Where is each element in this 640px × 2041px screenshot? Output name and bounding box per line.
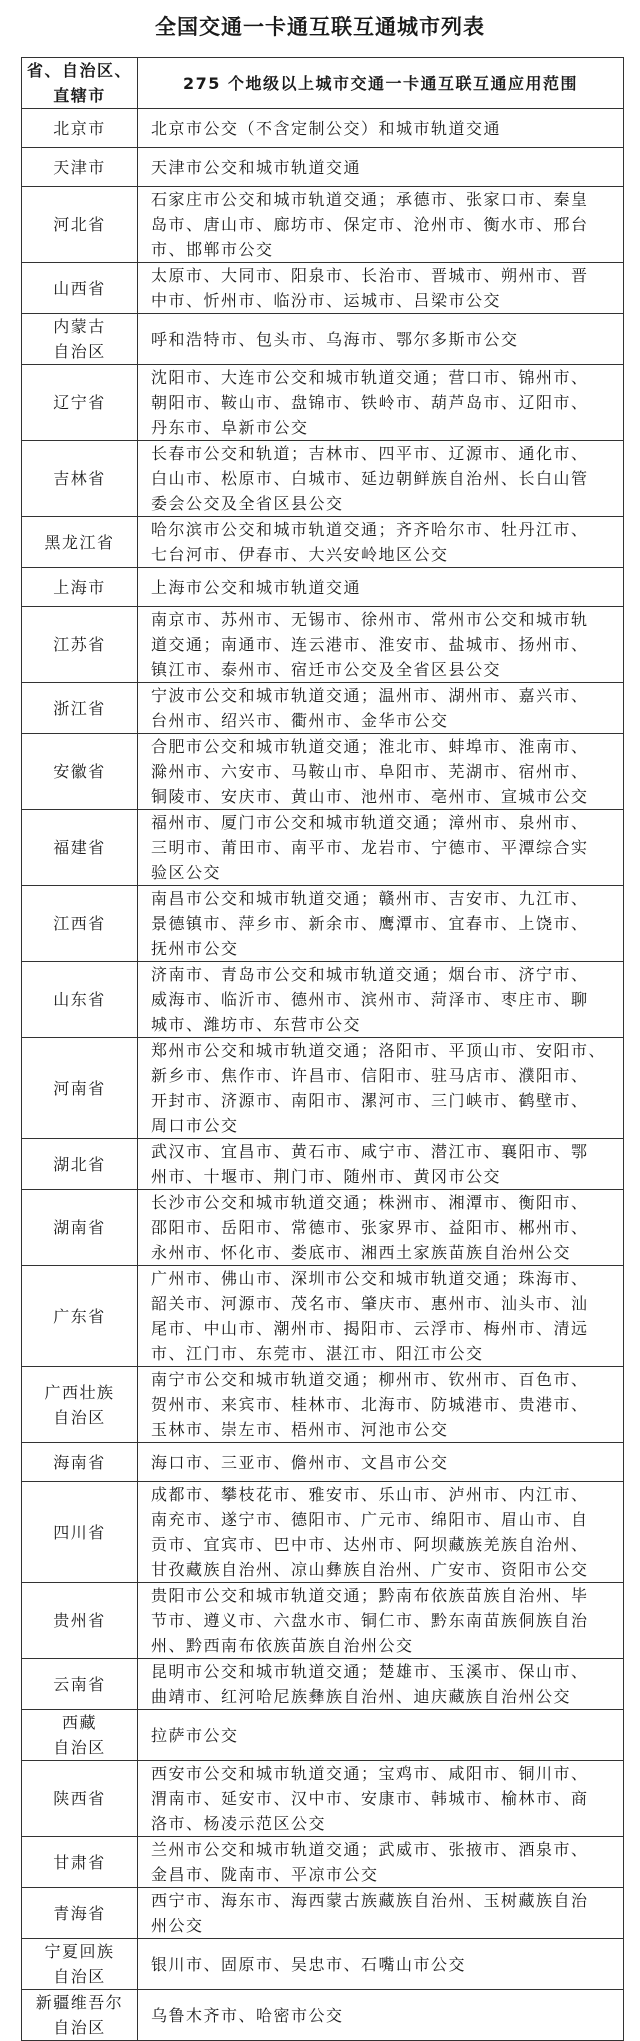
table-row (22, 187, 624, 263)
scope-text-line: 验区公交 (151, 863, 222, 882)
province-cell (22, 568, 138, 607)
scope-text-line: 北京市公交（不含定制公交）和城市轨道交通 (151, 118, 502, 138)
scope-text-line: 济南市、青岛市公交和城市轨道交通；烟台市、济宁市、 (151, 965, 589, 984)
scope-cell (138, 568, 624, 607)
scope-cell (138, 683, 624, 734)
table-row (22, 1482, 624, 1583)
table-row (22, 1939, 624, 1990)
province-name: 浙江省 (53, 698, 106, 718)
scope-cell (138, 1939, 624, 1990)
table-row (22, 810, 624, 886)
scope-text-line: 上海市公交和城市轨道交通 (151, 577, 362, 597)
scope-text-line: 铜陵市、安庆市、黄山市、池州市、亳州市、宣城市公交 (151, 787, 589, 806)
header-scope: 275 个地级以上城市交通一卡通互联互通应用范围 (138, 58, 624, 109)
scope-cell (138, 1710, 624, 1761)
scope-cell (138, 886, 624, 962)
table-row (22, 1888, 624, 1939)
province-cell (22, 365, 138, 441)
province-cell (22, 441, 138, 517)
scope-text-line: 西宁市、海东市、海西蒙古族藏族自治州、玉树藏族自治 (151, 1891, 589, 1910)
province-cell (22, 109, 138, 148)
scope-text-line: 市、邯郸市公交 (151, 240, 274, 259)
table-row (22, 148, 624, 187)
scope-text-line: 南充市、遂宁市、德阳市、广元市、绵阳市、眉山市、自 (151, 1510, 589, 1529)
province-cell (22, 734, 138, 810)
scope-cell (138, 1659, 624, 1710)
scope-text-line: 南宁市公交和城市轨道交通；柳州市、钦州市、百色市、 (151, 1370, 589, 1389)
scope-cell (138, 517, 624, 568)
province-cell (22, 187, 138, 263)
province-cell (22, 1367, 138, 1443)
scope-text-line: 南京市、苏州市、无锡市、徐州市、常州市公交和城市轨 (151, 610, 589, 629)
province-cell (22, 683, 138, 734)
scope-cell (138, 1583, 624, 1659)
province-cell (22, 1761, 138, 1837)
province-cell (22, 148, 138, 187)
scope-cell (138, 1190, 624, 1266)
province-name: 自治区 (53, 1967, 106, 1986)
scope-text-line: 金昌市、陇南市、平凉市公交 (151, 1865, 379, 1884)
scope-text-line: 开封市、济源市、南阳市、漯河市、三门峡市、鹤壁市、 (151, 1091, 589, 1110)
scope-text-line: 曲靖市、红河哈尼族彝族自治州、迪庆藏族自治州公交 (151, 1687, 572, 1706)
scope-text-line: 市、江门市、东莞市、湛江市、阳江市公交 (151, 1344, 484, 1363)
table-row (22, 607, 624, 683)
scope-text-line: 新乡市、焦作市、许昌市、信阳市、驻马店市、濮阳市、 (151, 1066, 589, 1085)
scope-text-line: 广州市、佛山市、深圳市公交和城市轨道交通；珠海市、 (151, 1269, 589, 1288)
scope-text-line: 抚州市公交 (151, 939, 239, 958)
scope-text-line: 节市、遵义市、六盘水市、铜仁市、黔东南苗族侗族自治 (151, 1611, 589, 1630)
scope-text-line: 兰州市公交和城市轨道交通；武威市、张掖市、酒泉市、 (151, 1840, 589, 1859)
scope-text-line: 岛市、唐山市、廊坊市、保定市、沧州市、衡水市、邢台 (151, 215, 589, 234)
province-name: 四川省 (53, 1522, 106, 1542)
province-name: 江苏省 (53, 635, 106, 654)
table-row (22, 1139, 624, 1190)
table-row (22, 886, 624, 962)
province-name: 湖北省 (53, 1154, 106, 1174)
province-name: 上海市 (53, 577, 106, 597)
province-cell (22, 962, 138, 1038)
scope-cell (138, 1367, 624, 1443)
scope-text-line: 合肥市公交和城市轨道交通；淮北市、蚌埠市、淮南市、 (151, 737, 589, 756)
scope-text-line: 韶关市、河源市、茂名市、肇庆市、惠州市、汕头市、汕 (151, 1294, 589, 1313)
province-cell (22, 886, 138, 962)
table-row (22, 568, 624, 607)
province-cell (22, 1139, 138, 1190)
scope-text-line: 州、黔西南布依族苗族自治州公交 (151, 1636, 414, 1655)
table-row (22, 962, 624, 1038)
scope-cell (138, 962, 624, 1038)
scope-text-line: 景德镇市、萍乡市、新余市、鹰潭市、宜春市、上饶市、 (151, 914, 589, 933)
scope-text-line: 宁波市公交和城市轨道交通；温州市、湖州市、嘉兴市、 (151, 686, 589, 705)
table-row (22, 1367, 624, 1443)
province-cell (22, 1659, 138, 1710)
scope-cell (138, 1761, 624, 1837)
province-cell (22, 1443, 138, 1482)
province-cell (22, 1038, 138, 1139)
scope-text-line: 周口市公交 (151, 1116, 239, 1135)
scope-cell (138, 1443, 624, 1482)
scope-cell (138, 1888, 624, 1939)
province-cell (22, 1990, 138, 2041)
scope-cell (138, 187, 624, 263)
scope-text-line: 西安市公交和城市轨道交通；宝鸡市、咸阳市、铜川市、 (151, 1764, 589, 1783)
scope-text-line: 南昌市公交和城市轨道交通；赣州市、吉安市、九江市、 (151, 889, 589, 908)
province-name: 甘肃省 (53, 1852, 106, 1872)
province-name: 河南省 (53, 1078, 106, 1098)
table-row (22, 1583, 624, 1659)
scope-text-line: 七台河市、伊春市、大兴安岭地区公交 (151, 545, 449, 564)
scope-cell (138, 810, 624, 886)
scope-text-line: 海口市、三亚市、儋州市、文昌市公交 (151, 1452, 449, 1472)
province-name: 河北省 (53, 215, 106, 234)
scope-text-line: 贵阳市公交和城市轨道交通；黔南布依族苗族自治州、毕 (151, 1586, 589, 1605)
province-name: 自治区 (53, 2018, 106, 2037)
scope-text-line: 成都市、攀枝花市、雅安市、乐山市、泸州市、内江市、 (151, 1485, 589, 1504)
scope-text-line: 甘孜藏族自治州、凉山彝族自治州、广安市、资阳市公交 (151, 1560, 589, 1579)
province-name: 贵州省 (53, 1611, 106, 1630)
province-name: 新疆维吾尔 (35, 1993, 124, 2012)
scope-text-line: 贡市、宜宾市、巴中市、达州市、阿坝藏族羌族自治州、 (151, 1535, 589, 1554)
scope-text-line: 州公交 (151, 1916, 204, 1935)
scope-text-line: 石家庄市公交和城市轨道交通；承德市、张家口市、秦皇 (151, 190, 589, 209)
table-row (22, 1443, 624, 1482)
table-row (22, 263, 624, 314)
scope-text-line: 三明市、莆田市、南平市、龙岩市、宁德市、平潭综合实 (151, 838, 589, 857)
scope-cell (138, 1837, 624, 1888)
scope-cell (138, 1482, 624, 1583)
province-cell (22, 1482, 138, 1583)
scope-text-line: 太原市、大同市、阳泉市、长治市、晋城市、朔州市、晋 (151, 266, 589, 285)
table-row (22, 683, 624, 734)
province-name: 自治区 (53, 342, 106, 361)
scope-text-line: 城市、潍坊市、东营市公交 (151, 1015, 362, 1034)
scope-cell (138, 607, 624, 683)
province-name: 吉林省 (53, 469, 106, 488)
province-name: 北京市 (53, 118, 106, 138)
province-name: 安徽省 (53, 762, 106, 781)
scope-text-line: 沈阳市、大连市公交和城市轨道交通；营口市、锦州市、 (151, 368, 589, 387)
table-header-row (22, 58, 624, 109)
scope-text-line: 长沙市公交和城市轨道交通；株洲市、湘潭市、衡阳市、 (151, 1193, 589, 1212)
scope-text-line: 福州市、厦门市公交和城市轨道交通；漳州市、泉州市、 (151, 813, 589, 832)
scope-text-line: 镇江市、泰州市、宿迁市公交及全省区县公交 (151, 660, 502, 679)
scope-text-line: 丹东市、阜新市公交 (151, 418, 309, 437)
scope-text-line: 台州市、绍兴市、衢州市、金华市公交 (151, 711, 449, 730)
province-cell (22, 1888, 138, 1939)
scope-text-line: 州市、十堰市、荆门市、随州市、黄冈市公交 (151, 1167, 502, 1186)
province-name: 山东省 (53, 990, 106, 1009)
scope-text-line: 朝阳市、鞍山市、盘锦市、铁岭市、葫芦岛市、辽阳市、 (151, 393, 589, 412)
header-province-line: 直辖市 (53, 86, 106, 105)
city-list-table (21, 57, 624, 2041)
table-body (22, 58, 624, 2041)
province-cell (22, 1837, 138, 1888)
province-cell (22, 314, 138, 365)
scope-text-line: 永州市、怀化市、娄底市、湘西土家族苗族自治州公交 (151, 1243, 572, 1262)
scope-text-line: 长春市公交和轨道；吉林市、四平市、辽源市、通化市、 (151, 444, 589, 463)
table-row (22, 734, 624, 810)
province-name: 天津市 (53, 157, 106, 177)
province-cell (22, 1710, 138, 1761)
table-row (22, 109, 624, 148)
scope-text-line: 洛市、杨凌示范区公交 (151, 1814, 327, 1833)
scope-text-line: 呼和浩特市、包头市、乌海市、鄂尔多斯市公交 (151, 329, 519, 349)
scope-cell (138, 148, 624, 187)
scope-cell (138, 1990, 624, 2041)
table-row (22, 1038, 624, 1139)
scope-text-line: 贺州市、来宾市、桂林市、北海市、防城港市、贵港市、 (151, 1395, 589, 1414)
table-row (22, 314, 624, 365)
scope-text-line: 天津市公交和城市轨道交通 (151, 157, 362, 177)
table-row (22, 1837, 624, 1888)
table-row (22, 1761, 624, 1837)
province-name: 福建省 (53, 838, 106, 857)
table-row (22, 1659, 624, 1710)
scope-text-line: 威海市、临沂市、德州市、滨州市、菏泽市、枣庄市、聊 (151, 990, 589, 1009)
scope-text-line: 玉林市、崇左市、梧州市、河池市公交 (151, 1420, 449, 1439)
scope-text-line: 邵阳市、岳阳市、常德市、张家界市、益阳市、郴州市、 (151, 1218, 589, 1237)
page-title: 全国交通一卡通互联互通城市列表 (155, 14, 485, 39)
province-name: 青海省 (53, 1903, 106, 1923)
province-name: 江西省 (53, 914, 106, 933)
scope-cell (138, 1038, 624, 1139)
scope-cell (138, 314, 624, 365)
province-name: 海南省 (53, 1452, 106, 1472)
province-name: 内蒙古 (53, 317, 106, 336)
province-name: 黑龙江省 (44, 532, 115, 552)
province-name: 辽宁省 (53, 393, 106, 412)
table-row (22, 365, 624, 441)
table-row (22, 517, 624, 568)
province-cell (22, 607, 138, 683)
province-name: 云南省 (53, 1674, 106, 1694)
province-name: 自治区 (53, 1738, 106, 1757)
scope-text-line: 乌鲁木齐市、哈密市公交 (151, 2005, 344, 2025)
table-row (22, 1266, 624, 1367)
scope-cell (138, 1139, 624, 1190)
province-name: 山西省 (53, 278, 106, 298)
scope-text-line: 中市、忻州市、临汾市、运城市、吕梁市公交 (151, 291, 502, 310)
scope-text-line: 哈尔滨市公交和城市轨道交通；齐齐哈尔市、牡丹江市、 (151, 520, 589, 539)
province-cell (22, 810, 138, 886)
table-row (22, 441, 624, 517)
scope-text-line: 银川市、固原市、吴忠市、石嘴山市公交 (151, 1954, 467, 1974)
province-cell (22, 517, 138, 568)
province-name: 湖南省 (53, 1218, 106, 1237)
province-name: 西藏 (61, 1713, 97, 1732)
scope-cell (138, 1266, 624, 1367)
province-cell (22, 1266, 138, 1367)
scope-text-line: 郑州市公交和城市轨道交通；洛阳市、平顶山市、安阳市、 (151, 1041, 607, 1060)
header-province (22, 58, 138, 109)
scope-text-line: 白山市、松原市、白城市、延边朝鲜族自治州、长白山管 (151, 469, 589, 488)
scope-cell (138, 734, 624, 810)
province-name: 广东省 (53, 1306, 106, 1326)
province-name: 广西壮族 (44, 1382, 115, 1402)
scope-cell (138, 441, 624, 517)
province-cell (22, 1190, 138, 1266)
province-cell (22, 263, 138, 314)
province-cell (22, 1583, 138, 1659)
scope-text-line: 昆明市公交和城市轨道交通；楚雄市、玉溪市、保山市、 (151, 1662, 589, 1681)
province-name: 自治区 (53, 1407, 106, 1427)
province-name: 陕西省 (53, 1789, 106, 1808)
province-cell (22, 1939, 138, 1990)
scope-text-line: 委会公交及全省区县公交 (151, 494, 344, 513)
province-name: 宁夏回族 (44, 1942, 115, 1961)
header-province-line: 省、自治区、 (26, 61, 132, 80)
scope-text-line: 尾市、中山市、潮州市、揭阳市、云浮市、梅州市、清远 (151, 1319, 589, 1338)
scope-text-line: 滁州市、六安市、马鞍山市、阜阳市、芜湖市、宿州市、 (151, 762, 589, 781)
scope-text-line: 渭南市、延安市、汉中市、安康市、韩城市、榆林市、商 (151, 1789, 589, 1808)
table-row (22, 1190, 624, 1266)
scope-text-line: 拉萨市公交 (151, 1725, 239, 1745)
table-row (22, 1710, 624, 1761)
scope-cell (138, 365, 624, 441)
scope-cell (138, 263, 624, 314)
scope-text-line: 武汉市、宜昌市、黄石市、咸宁市、潜江市、襄阳市、鄂 (151, 1142, 589, 1161)
scope-cell (138, 109, 624, 148)
table-row (22, 1990, 624, 2041)
scope-text-line: 道交通；南通市、连云港市、淮安市、盐城市、扬州市、 (151, 635, 589, 654)
